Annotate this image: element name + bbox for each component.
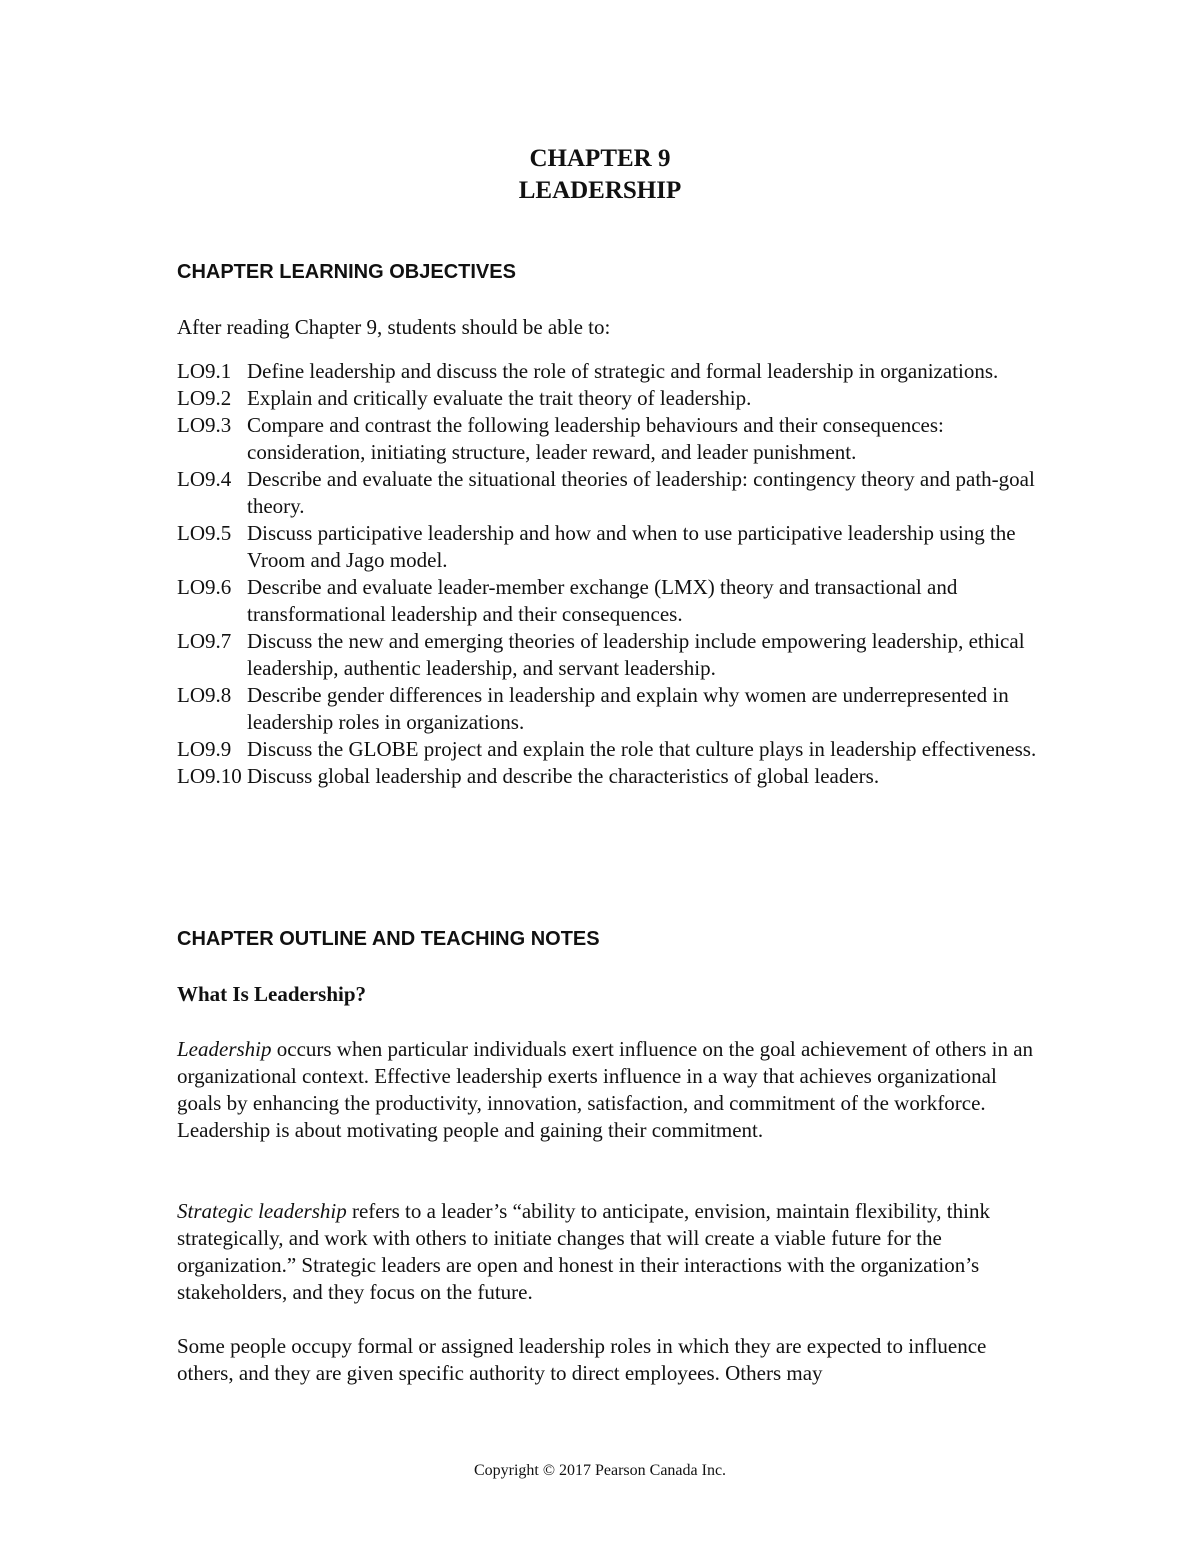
objective-text: Describe and evaluate leader-member exchange (LMX) theory and transactional and transformational leadership and their consequences.: [247, 575, 958, 626]
objective-item: [177, 520, 1037, 574]
objective-item: [177, 358, 1037, 385]
strategic-leadership-term: Strategic leadership: [177, 1199, 347, 1223]
leadership-definition: occurs when particular individuals exert influence on the goal achievement of others in an organizational context. Effective leadership exerts influence in a way that achieves organizational goals by enhancing the productivity, innovation, satisfaction, and commitment of the workforce. Leadership is about motivating people and gaining their commitment.: [177, 1037, 1034, 1142]
objective-number: LO9.6: [177, 575, 232, 599]
objective-number: LO9.2: [177, 386, 232, 410]
copyright-footer: Copyright © 2017 Pearson Canada Inc.: [473, 1462, 727, 1479]
objective-text: Discuss global leadership and describe the characteristics of global leaders.: [247, 764, 880, 788]
objectives-list: [177, 358, 1037, 790]
chapter-number: CHAPTER 9: [529, 145, 671, 172]
strategic-leadership-definition: refers to a leader’s “ability to anticipate, envision, maintain flexibility, think strategically, and work with others to initiate changes that will create a viable future for the organization.” Strategic leaders are open and honest in their interactions with the organization’s stakeholders, and they focus on the future.: [177, 1199, 990, 1304]
objective-number: LO9.9: [177, 737, 232, 761]
objective-text: Explain and critically evaluate the trait theory of leadership.: [247, 386, 752, 410]
leadership-term: Leadership: [177, 1037, 272, 1061]
objectives-heading: CHAPTER LEARNING OBJECTIVES: [177, 261, 516, 283]
objective-text: Discuss the new and emerging theories of leadership include empowering leadership, ethical leadership, authentic leadership, and servant leadership.: [247, 629, 1025, 680]
objective-text: Discuss the GLOBE project and explain the role that culture plays in leadership effectiveness.: [247, 737, 1037, 761]
objectives-intro: After reading Chapter 9, students should be able to:: [177, 315, 611, 339]
objective-text: Define leadership and discuss the role of strategic and formal leadership in organizations.: [247, 359, 999, 383]
objective-item: [177, 466, 1037, 520]
objective-text: Describe and evaluate the situational theories of leadership: contingency theory and path-goal theory.: [247, 467, 1035, 518]
objective-number: LO9.10: [177, 764, 242, 788]
objective-text: Describe gender differences in leadership and explain why women are underrepresented in leadership roles in organizations.: [247, 683, 1009, 734]
strategic-leadership-paragraph: [177, 1198, 1037, 1306]
objective-item: [177, 574, 1037, 628]
outline-heading: CHAPTER OUTLINE AND TEACHING NOTES: [177, 928, 600, 950]
objective-number: LO9.8: [177, 683, 232, 707]
objective-item: [177, 736, 1037, 763]
objective-number: LO9.7: [177, 629, 232, 653]
chapter-title: LEADERSHIP: [518, 177, 682, 204]
objective-number: LO9.1: [177, 359, 232, 383]
objective-number: LO9.3: [177, 413, 232, 437]
objective-text: Compare and contrast the following leadership behaviours and their consequences: consideration, initiating structure, leader reward, and leader punishment.: [247, 413, 944, 464]
objective-text: Discuss participative leadership and how and when to use participative leadership using the Vroom and Jago model.: [247, 521, 1016, 572]
objective-item: [177, 412, 1037, 466]
objective-item: [177, 682, 1037, 736]
objective-item: [177, 385, 1037, 412]
objective-number: LO9.5: [177, 521, 232, 545]
objective-item: [177, 628, 1037, 682]
objective-item: [177, 763, 1037, 790]
leadership-paragraph: [177, 1036, 1037, 1144]
objective-number: LO9.4: [177, 467, 232, 491]
formal-leadership-paragraph: Some people occupy formal or assigned leadership roles in which they are expected to influence others, and they are given specific authority to direct employees. Others may: [177, 1334, 987, 1385]
leadership-subheading: What Is Leadership?: [177, 982, 367, 1006]
